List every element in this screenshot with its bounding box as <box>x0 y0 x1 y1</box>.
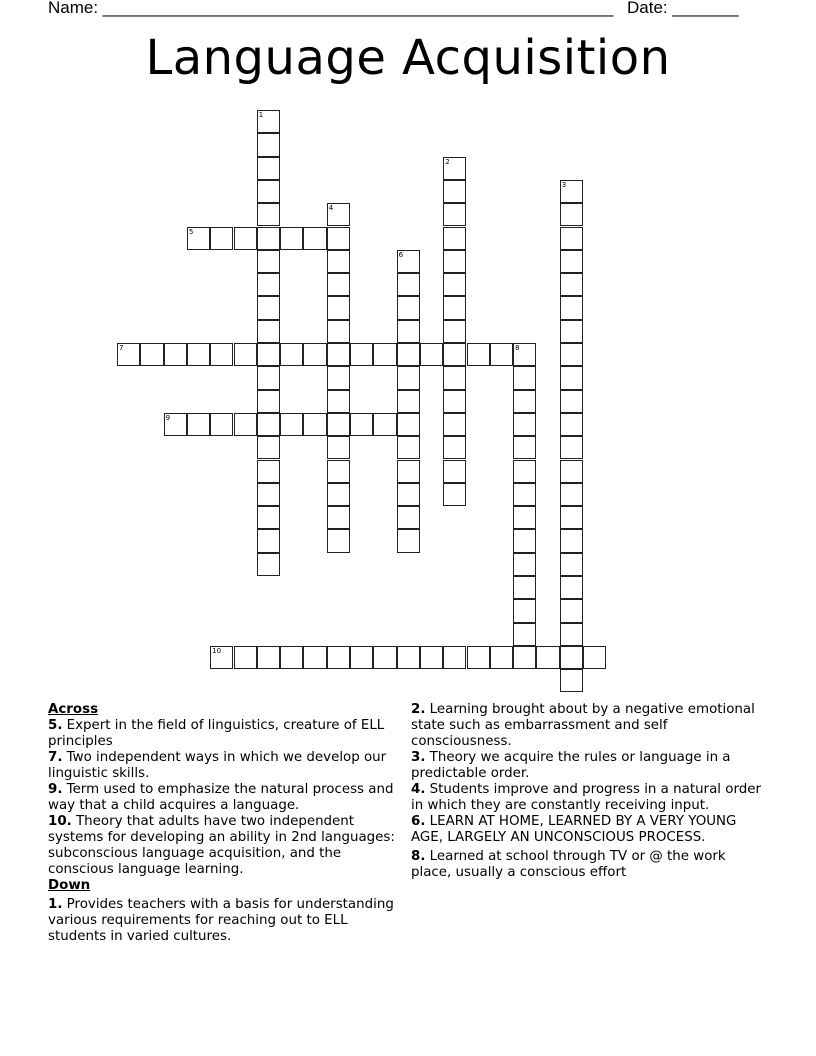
clue-down-8: 8. Learned at school through TV or @ the work place, usually a conscious effort <box>411 849 726 880</box>
grid-cell[interactable] <box>234 646 257 669</box>
grid-cell[interactable] <box>560 390 583 413</box>
grid-cell[interactable] <box>234 227 257 250</box>
clue-number: 9 <box>165 413 171 422</box>
grid-cell[interactable] <box>327 529 350 552</box>
grid-cell[interactable] <box>350 646 373 669</box>
grid-cell[interactable] <box>327 273 350 296</box>
grid-cell[interactable] <box>443 460 466 483</box>
grid-cell[interactable] <box>560 599 583 622</box>
grid-cell[interactable] <box>327 483 350 506</box>
grid-cell[interactable] <box>303 646 326 669</box>
grid-cell[interactable] <box>257 227 280 250</box>
grid-cell[interactable] <box>560 227 583 250</box>
grid-cell[interactable] <box>327 506 350 529</box>
grid-cell[interactable] <box>397 413 420 436</box>
grid-cell[interactable] <box>257 133 280 156</box>
grid-cell[interactable] <box>164 413 187 436</box>
grid-cell[interactable] <box>560 506 583 529</box>
grid-cell[interactable] <box>140 343 163 366</box>
grid-cell[interactable] <box>257 320 280 343</box>
grid-cell[interactable] <box>257 366 280 389</box>
grid-cell[interactable] <box>280 413 303 436</box>
grid-cell[interactable] <box>327 436 350 459</box>
across-heading: Across <box>48 702 99 717</box>
grid-cell[interactable] <box>257 506 280 529</box>
clue-down-6: 6. LEARN AT HOME, LEARNED BY A VERY YOUNG AGE, LARGELY AN UNCONSCIOUS PROCESS. <box>411 814 737 845</box>
grid-cell[interactable] <box>397 250 420 273</box>
grid-cell[interactable] <box>257 436 280 459</box>
grid-cell[interactable] <box>397 529 420 552</box>
grid-cell[interactable] <box>443 227 466 250</box>
grid-cell[interactable] <box>210 227 233 250</box>
grid-cell[interactable] <box>443 366 466 389</box>
grid-cell[interactable] <box>257 273 280 296</box>
clue-across-7: 7. Two independent ways in which we develop our linguistic skills. <box>48 750 387 781</box>
clue-down-3: 3. Theory we acquire the rules or language in a predictable order. <box>411 750 731 781</box>
grid-cell[interactable] <box>234 413 257 436</box>
grid-cell[interactable] <box>187 343 210 366</box>
grid-cell[interactable] <box>583 646 606 669</box>
grid-cell[interactable] <box>397 366 420 389</box>
grid-cell[interactable] <box>467 646 490 669</box>
grid-cell[interactable] <box>280 646 303 669</box>
grid-cell[interactable] <box>443 413 466 436</box>
grid-cell[interactable] <box>443 320 466 343</box>
grid-cell[interactable] <box>327 366 350 389</box>
clue-down-2: 2. Learning brought about by a negative emotional state such as embarrassment and self consciousness. <box>411 702 755 749</box>
grid-cell[interactable] <box>257 157 280 180</box>
grid-cell[interactable] <box>397 436 420 459</box>
grid-cell[interactable] <box>303 413 326 436</box>
grid-cell[interactable] <box>513 413 536 436</box>
grid-cell[interactable] <box>397 390 420 413</box>
clue-down-4: 4. Students improve and progress in a natural order in which they are constantly receiving input. <box>411 782 761 813</box>
grid-cell[interactable] <box>560 366 583 389</box>
clue-number: 8 <box>515 344 520 352</box>
down-heading: Down <box>48 878 91 893</box>
grid-cell[interactable] <box>280 227 303 250</box>
grid-cell[interactable] <box>490 343 513 366</box>
grid-cell[interactable] <box>536 646 559 669</box>
grid-cell[interactable] <box>373 343 396 366</box>
grid-cell[interactable] <box>560 529 583 552</box>
grid-cell[interactable] <box>513 390 536 413</box>
grid-cell[interactable] <box>443 483 466 506</box>
grid-cell[interactable] <box>257 296 280 319</box>
grid-cell[interactable] <box>443 273 466 296</box>
grid-cell[interactable] <box>327 646 350 669</box>
grid-cell[interactable] <box>443 157 466 180</box>
grid-cell[interactable] <box>164 343 187 366</box>
grid-cell[interactable] <box>560 623 583 646</box>
grid-cell[interactable] <box>513 576 536 599</box>
grid-cell[interactable] <box>560 553 583 576</box>
grid-cell[interactable] <box>327 460 350 483</box>
grid-cell[interactable] <box>187 227 210 250</box>
grid-cell[interactable] <box>257 110 280 133</box>
grid-cell[interactable] <box>513 553 536 576</box>
grid-cell[interactable] <box>513 483 536 506</box>
clue-across-5: 5. Expert in the field of linguistics, creature of ELL principles <box>48 718 385 749</box>
grid-cell[interactable] <box>397 506 420 529</box>
clue-number: 2 <box>445 157 450 166</box>
grid-cell[interactable] <box>513 646 536 669</box>
grid-cell[interactable] <box>560 273 583 296</box>
grid-cell[interactable] <box>560 296 583 319</box>
grid-cell[interactable] <box>327 296 350 319</box>
grid-cell[interactable] <box>560 343 583 366</box>
grid-cell[interactable] <box>443 436 466 459</box>
grid-cell[interactable] <box>560 646 583 669</box>
grid-cell[interactable] <box>443 203 466 226</box>
grid-cell[interactable] <box>560 483 583 506</box>
grid-cell[interactable] <box>187 413 210 436</box>
grid-cell[interactable] <box>513 599 536 622</box>
grid-cell[interactable] <box>350 343 373 366</box>
grid-cell[interactable] <box>397 646 420 669</box>
clue-number: 6 <box>398 250 404 259</box>
grid-cell[interactable] <box>560 669 583 692</box>
grid-cell[interactable] <box>280 343 303 366</box>
grid-cell[interactable] <box>350 413 373 436</box>
grid-cell[interactable] <box>257 180 280 203</box>
grid-cell[interactable] <box>210 413 233 436</box>
grid-cell[interactable] <box>513 506 536 529</box>
grid-cell[interactable] <box>420 646 443 669</box>
grid-cell[interactable] <box>327 343 350 366</box>
grid-cell[interactable] <box>560 576 583 599</box>
grid-cell[interactable] <box>513 460 536 483</box>
grid-cell[interactable] <box>257 646 280 669</box>
grid-cell[interactable] <box>513 436 536 459</box>
grid-cell[interactable] <box>560 180 583 203</box>
grid-cell[interactable] <box>303 343 326 366</box>
grid-cell[interactable] <box>257 203 280 226</box>
grid-cell[interactable] <box>397 320 420 343</box>
clue-number: 7 <box>119 344 124 352</box>
grid-cell[interactable] <box>397 296 420 319</box>
grid-cell[interactable] <box>560 460 583 483</box>
grid-cell[interactable] <box>257 250 280 273</box>
grid-cell[interactable] <box>257 460 280 483</box>
grid-cell[interactable] <box>327 390 350 413</box>
grid-cell[interactable] <box>210 646 233 669</box>
clue-number: 10 <box>212 646 222 655</box>
grid-cell[interactable] <box>373 646 396 669</box>
grid-cell[interactable] <box>560 250 583 273</box>
grid-cell[interactable] <box>443 180 466 203</box>
grid-cell[interactable] <box>397 483 420 506</box>
grid-cell[interactable] <box>234 343 257 366</box>
grid-cell[interactable] <box>467 343 490 366</box>
clue-across-10: 10. Theory that adults have two independent systems for developing an ability in 2nd languages: subconscious language acquisition, and the conscious language learning. <box>48 814 395 877</box>
clue-down-1: 1. Provides teachers with a basis for understanding various requirements for reaching out to ELL students in varied cultures. <box>48 897 394 944</box>
grid-cell[interactable] <box>303 227 326 250</box>
grid-cell[interactable] <box>513 623 536 646</box>
grid-cell[interactable] <box>257 390 280 413</box>
grid-cell[interactable] <box>117 343 140 366</box>
grid-cell[interactable] <box>443 646 466 669</box>
grid-cell[interactable] <box>513 343 536 366</box>
date-field-label: Date: _______ <box>627 0 739 17</box>
grid-cell[interactable] <box>257 483 280 506</box>
clue-number: 4 <box>328 204 334 213</box>
grid-cell[interactable] <box>443 296 466 319</box>
grid-cell[interactable] <box>560 413 583 436</box>
clue-across-9: 9. Term used to emphasize the natural process and way that a child acquires a language. <box>48 782 394 813</box>
grid-cell[interactable] <box>560 436 583 459</box>
clue-number: 1 <box>258 111 264 119</box>
grid-cell[interactable] <box>513 529 536 552</box>
grid-cell[interactable] <box>373 413 396 436</box>
grid-cell[interactable] <box>560 203 583 226</box>
grid-cell[interactable] <box>443 250 466 273</box>
grid-cell[interactable] <box>327 227 350 250</box>
grid-cell[interactable] <box>327 250 350 273</box>
grid-cell[interactable] <box>443 390 466 413</box>
clue-number: 3 <box>561 180 567 189</box>
grid-cell[interactable] <box>560 320 583 343</box>
clues-left-column <box>48 702 398 945</box>
grid-cell[interactable] <box>397 460 420 483</box>
clue-number: 5 <box>188 227 194 236</box>
grid-cell[interactable] <box>420 343 443 366</box>
grid-cell[interactable] <box>397 343 420 366</box>
grid-cell[interactable] <box>513 366 536 389</box>
grid-cell[interactable] <box>327 320 350 343</box>
grid-cell[interactable] <box>257 413 280 436</box>
grid-cell[interactable] <box>443 343 466 366</box>
page-title: Language Acquisition <box>145 30 671 86</box>
grid-cell[interactable] <box>257 553 280 576</box>
grid-cell[interactable] <box>397 273 420 296</box>
name-field-label: Name: ______________________________________________________ <box>48 0 614 17</box>
grid-cell[interactable] <box>327 413 350 436</box>
clues-right-column <box>411 702 761 881</box>
grid-cell[interactable] <box>257 529 280 552</box>
grid-cell[interactable] <box>210 343 233 366</box>
grid-cell[interactable] <box>327 203 350 226</box>
grid-cell[interactable] <box>257 343 280 366</box>
grid-cell[interactable] <box>490 646 513 669</box>
